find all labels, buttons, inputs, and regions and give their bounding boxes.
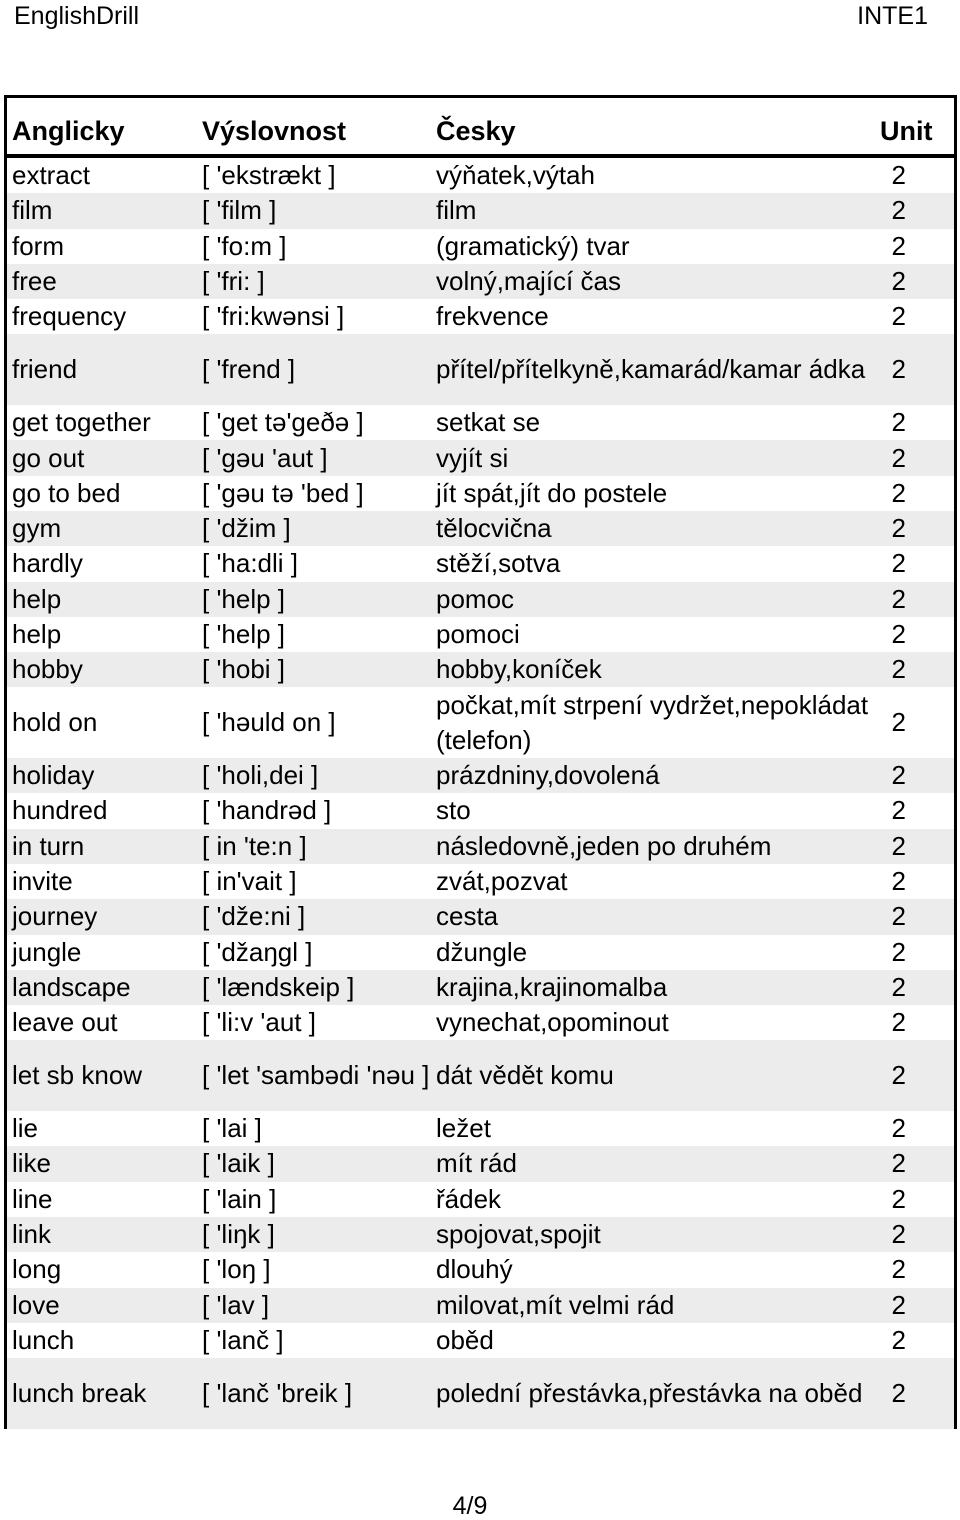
table-row [7, 1146, 954, 1181]
table-header [7, 98, 954, 158]
cell-czech: stěží,sotva [436, 548, 561, 579]
cell-czech: vyjít si [436, 442, 509, 473]
cell-czech: cesta [436, 901, 499, 932]
cell-unit: 2 [891, 1219, 906, 1250]
cell-czech: tělocvična [436, 513, 552, 544]
cell-pronunciation: [ 'holi,dei ] [202, 760, 319, 791]
cell-pronunciation: [ 'get tə'geðə ] [202, 407, 364, 438]
cell-unit: 2 [891, 548, 906, 579]
table-row [7, 440, 954, 475]
page-number: 4/9 [452, 1492, 488, 1520]
table-row [7, 617, 954, 652]
cell-pronunciation: [ 'ha:dli ] [202, 548, 299, 579]
table-row [7, 1252, 954, 1287]
column-header-czech: Česky [436, 116, 516, 146]
cell-unit: 2 [891, 1007, 906, 1038]
cell-pronunciation: [ 'let 'sambədi 'nəu ] [202, 1060, 430, 1091]
table-body [7, 158, 954, 1429]
cell-unit: 2 [891, 936, 906, 967]
cell-czech: sto [436, 795, 471, 826]
table-row [7, 334, 954, 405]
cell-pronunciation: [ 'hobi ] [202, 654, 286, 685]
cell-english: love [12, 1289, 60, 1320]
cell-english: lunch [12, 1324, 75, 1355]
cell-english: extract [12, 160, 91, 191]
cell-czech: mít rád [436, 1148, 517, 1179]
table-row [7, 158, 954, 193]
cell-unit: 2 [891, 407, 906, 438]
cell-english: line [12, 1183, 53, 1214]
cell-czech: oběd [436, 1324, 494, 1355]
cell-czech: jít spát,jít do postele [436, 477, 668, 508]
cell-english: hold on [12, 707, 98, 738]
table-row [7, 1288, 954, 1323]
cell-pronunciation: [ 'lai ] [202, 1113, 262, 1144]
cell-unit: 2 [891, 513, 906, 544]
column-header-unit: Unit [880, 116, 933, 146]
table-row [7, 970, 954, 1005]
cell-english: jungle [12, 936, 82, 967]
cell-pronunciation: [ 'džaŋgl ] [202, 936, 313, 967]
table-row [7, 758, 954, 793]
cell-unit: 2 [891, 760, 906, 791]
cell-english: form [12, 230, 64, 261]
cell-czech: pomoc [436, 583, 515, 614]
cell-czech: následovně,jeden po druhém [436, 830, 772, 861]
table-row [7, 264, 954, 299]
table-row [7, 1040, 954, 1111]
table-row [7, 1005, 954, 1040]
cell-pronunciation: [ 'li:v 'aut ] [202, 1007, 316, 1038]
cell-czech: film [436, 195, 477, 226]
cell-unit: 2 [891, 1289, 906, 1320]
app-name: EnglishDrill [14, 2, 140, 30]
cell-english: film [12, 195, 53, 226]
cell-czech: (gramatický) tvar [436, 230, 630, 261]
cell-english: invite [12, 866, 73, 897]
table-row [7, 476, 954, 511]
table-row [7, 1111, 954, 1146]
cell-english: lie [12, 1113, 39, 1144]
cell-czech: džungle [436, 936, 528, 967]
cell-czech: ležet [436, 1113, 491, 1144]
cell-czech: krajina,krajinomalba [436, 971, 668, 1002]
lesson-code: INTE1 [857, 2, 928, 30]
cell-pronunciation: [ 'handrəd ] [202, 795, 332, 826]
cell-english: help [12, 583, 62, 614]
table-row [7, 1182, 954, 1217]
cell-english: get together [12, 407, 151, 438]
cell-czech: přítel/přítelkyně,kamarád/kamar ádka [436, 354, 866, 385]
table-row [7, 935, 954, 970]
cell-pronunciation: [ 'laik ] [202, 1148, 275, 1179]
cell-unit: 2 [891, 619, 906, 649]
table-row [7, 299, 954, 334]
cell-unit: 2 [891, 442, 906, 473]
table-row [7, 793, 954, 828]
cell-english: help [12, 619, 62, 649]
cell-english: hardly [12, 548, 83, 579]
cell-english: in turn [12, 830, 85, 861]
cell-pronunciation: [ 'loŋ ] [202, 1254, 271, 1285]
table-row [7, 829, 954, 864]
cell-pronunciation: [ 'frend ] [202, 354, 296, 385]
cell-unit: 2 [891, 901, 906, 932]
cell-pronunciation: [ 'film ] [202, 195, 277, 226]
cell-pronunciation: [ 'gəu tə 'bed ] [202, 477, 364, 508]
cell-english: frequency [12, 301, 127, 332]
cell-pronunciation: [ 'fri:kwənsi ] [202, 301, 345, 332]
cell-czech: vynechat,opominout [436, 1007, 669, 1038]
cell-english: go out [12, 442, 85, 473]
table-row [7, 864, 954, 899]
cell-english: free [12, 266, 57, 297]
cell-pronunciation: [ 'help ] [202, 583, 286, 614]
table-row [7, 511, 954, 546]
cell-english: let sb know [12, 1060, 143, 1091]
cell-unit: 2 [891, 795, 906, 826]
cell-czech: frekvence [436, 301, 549, 332]
cell-english: hundred [12, 795, 108, 826]
cell-pronunciation: [ 'fri: ] [202, 266, 265, 297]
cell-pronunciation: [ 'lændskeip ] [202, 971, 355, 1002]
cell-pronunciation: [ in'vait ] [202, 866, 297, 897]
cell-czech: hobby,koníček [436, 654, 602, 685]
cell-pronunciation: [ 'fo:m ] [202, 230, 287, 261]
cell-english: go to bed [12, 477, 121, 508]
cell-english: leave out [12, 1007, 118, 1038]
table-row [7, 546, 954, 581]
cell-unit: 2 [891, 654, 906, 685]
cell-czech: zvát,pozvat [436, 866, 568, 897]
table-row [7, 899, 954, 934]
cell-czech: dát vědět komu [436, 1060, 614, 1091]
table-row [7, 405, 954, 440]
cell-pronunciation: [ 'ekstrækt ] [202, 160, 336, 191]
cell-unit: 2 [891, 1324, 906, 1355]
cell-unit: 2 [891, 1060, 906, 1091]
cell-pronunciation: [ 'dže:ni ] [202, 901, 306, 932]
cell-unit: 2 [891, 1377, 906, 1408]
cell-czech: pomoci [436, 619, 520, 649]
page-header [0, 0, 960, 36]
column-header-pronunciation: Výslovnost [202, 116, 347, 146]
cell-english: journey [12, 901, 98, 932]
cell-czech: řádek [436, 1183, 502, 1214]
cell-unit: 2 [891, 354, 906, 385]
cell-czech: prázdniny,dovolená [436, 760, 660, 791]
cell-pronunciation: [ in 'te:n ] [202, 830, 307, 861]
cell-pronunciation: [ 'lanč ] [202, 1324, 284, 1355]
cell-unit: 2 [891, 266, 906, 297]
column-header-english: Anglicky [12, 116, 125, 146]
table-row [7, 582, 954, 617]
cell-english: friend [12, 354, 78, 385]
cell-english: holiday [12, 760, 95, 791]
table-row [7, 1217, 954, 1252]
table-row [7, 652, 954, 687]
cell-czech: polední přestávka,přestávka na oběd [436, 1377, 863, 1408]
cell-pronunciation: [ 'help ] [202, 619, 286, 649]
cell-pronunciation: [ 'lav ] [202, 1289, 270, 1320]
cell-pronunciation: [ 'lanč 'breik ] [202, 1377, 353, 1408]
cell-unit: 2 [891, 301, 906, 332]
cell-english: hobby [12, 654, 83, 685]
cell-english: long [12, 1254, 62, 1285]
cell-pronunciation: [ 'gəu 'aut ] [202, 442, 328, 473]
cell-czech: milovat,mít velmi rád [436, 1289, 675, 1320]
cell-unit: 2 [891, 1148, 906, 1179]
cell-unit: 2 [891, 230, 906, 261]
cell-english: like [12, 1148, 52, 1179]
cell-unit: 2 [891, 160, 906, 191]
cell-pronunciation: [ 'liŋk ] [202, 1219, 275, 1250]
cell-czech: výňatek,výtah [436, 160, 595, 191]
cell-english: landscape [12, 971, 131, 1002]
cell-unit: 2 [891, 866, 906, 897]
table-row [7, 1323, 954, 1358]
cell-unit: 2 [891, 1254, 906, 1285]
cell-english: link [12, 1219, 52, 1250]
cell-czech: setkat se [436, 407, 541, 438]
cell-unit: 2 [891, 583, 906, 614]
cell-english: lunch break [12, 1377, 147, 1408]
cell-unit: 2 [891, 1113, 906, 1144]
cell-unit: 2 [891, 195, 906, 226]
cell-pronunciation: [ 'həuld on ] [202, 707, 336, 738]
cell-pronunciation: [ 'džim ] [202, 513, 291, 544]
cell-unit: 2 [891, 830, 906, 861]
cell-pronunciation: [ 'lain ] [202, 1183, 277, 1214]
cell-unit: 2 [891, 477, 906, 508]
table-row [7, 1358, 954, 1429]
cell-czech: počkat,mít strpení vydržet,nepokládat (telefon) [436, 689, 869, 755]
cell-unit: 2 [891, 1183, 906, 1214]
table-row [7, 687, 954, 758]
cell-czech: spojovat,spojit [436, 1219, 601, 1250]
cell-english: gym [12, 513, 62, 544]
table-row [7, 229, 954, 264]
table-row [7, 193, 954, 228]
cell-unit: 2 [891, 971, 906, 1002]
cell-unit: 2 [891, 707, 906, 738]
cell-czech: dlouhý [436, 1254, 513, 1285]
vocabulary-table [4, 95, 957, 1429]
cell-czech: volný,mající čas [436, 266, 621, 297]
